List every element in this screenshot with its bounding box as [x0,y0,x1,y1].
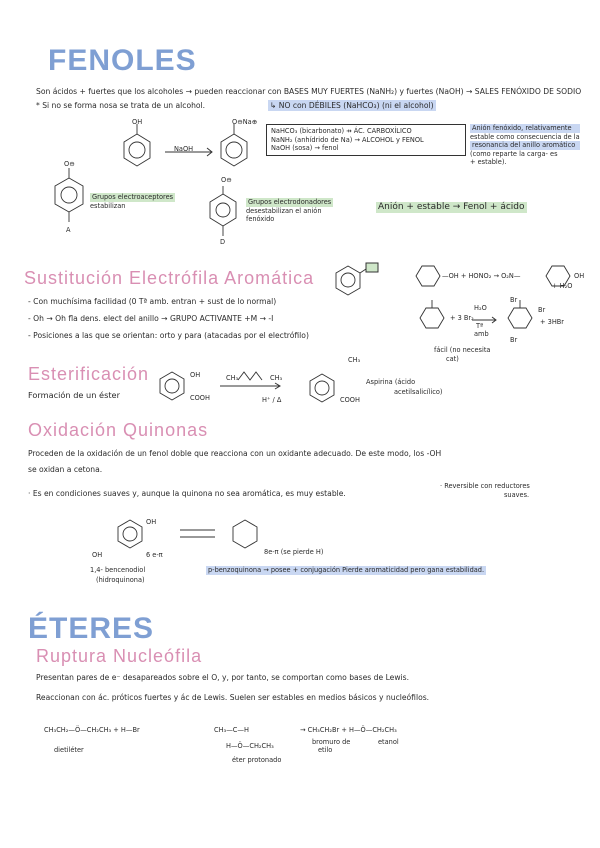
o-minus-label: O⊖ [64,160,75,168]
oxidacion-line: · Es en condiciones suaves y, aunque la quinona no sea aromática, es muy estable. [28,489,346,498]
section-title-eteres: ÉTERES [28,612,155,645]
anion-note-line: Anión fenóxido, relativamente [470,124,580,133]
anion-note-line: resonancia del anillo aromático [470,141,580,150]
cooh-label: COOH [190,394,210,402]
section-title-oxidacion: Oxidación Quinonas [28,420,209,440]
oh-label: OH [92,551,103,559]
bromination-cond: amb [474,330,489,338]
sustitucion-line: - Oh → Oh fla dens. elect del anillo → GRUPO ACTIVANTE +M → -I [28,314,274,323]
reversible-note [440,482,530,499]
nitration-water: + H₂O [552,282,573,290]
o-minus-label: O⊖ [221,176,232,184]
acceptor-atom: A [66,226,71,234]
oxidacion-line: se oxidan a cetona. [28,465,103,474]
reversible-line: suaves. [504,490,530,499]
ch3-label: CH₃ [348,356,361,364]
ch3-label: CH₃ [226,374,239,382]
product-label: etanol [378,738,399,746]
aspirin-label: acetilsalicílico) [394,388,443,396]
bromine-label: Br [510,296,518,304]
bromine-label: Br [510,336,518,344]
sustitucion-line: - Posiciones a las que se orientan: orto y para (atacadas por el electrófilo) [28,331,309,340]
phenol-orto-para-structure [326,258,376,303]
reagent-line: NaHCO₃ (bicarbonato) ⇸ ÁC. CARBOXÍLICO [271,127,412,135]
bromination-product: + 3HBr [540,318,565,326]
ch3-label: CH₃ [270,374,283,382]
ether-name: dietiléter [54,746,84,754]
quinone-label: p-benzoquinona → posee + conjugación Pierde aromaticidad pero gana estabilidad. [208,566,485,574]
protonated-ether: CH₃—C—H [214,726,249,734]
section-title-esterificacion: Esterificación [28,364,150,384]
equilibrium-note: Anión + estable → Fenol + ácido [378,202,525,212]
nitration-equation: —OH + HONO₂ → O₂N— [442,272,521,280]
donor-note [246,198,333,224]
sustitucion-line: - Con muchísima facilidad (0 Tª amb. entran + sust de lo normal) [28,297,277,306]
donor-note-line: desestabilizan el anión [246,206,322,215]
reagent-box [266,124,466,156]
reagent-line: NaOH (sosa) → fenol [271,144,339,152]
nitration-oh: OH [574,272,585,280]
oh-label: OH [190,371,201,379]
naoh-reagent: NaOH [174,145,194,153]
oh-label: OH [132,118,143,126]
product-label: etilo [318,746,333,754]
reagent-line: NaNH₂ (anhídrido de Na) → ALCOHOL y FENOL [271,135,424,144]
anion-note-line: (como reparte la carga- es [470,149,558,158]
esterification-condition: H⁺ / Δ [262,396,282,404]
eteres-line: Reaccionan con ác. próticos fuertes y ác de Lewis. Suelen ser estables en medios básicos y nucleófilos. [36,693,430,702]
donor-atom: D [220,238,226,246]
oxidacion-line: Proceden de la oxidación de un fenol doble que reacciona con un oxidante adecuado. De este modo, los -OH [28,449,442,458]
esterification-reaction [150,362,400,412]
acceptor-note [90,193,175,210]
weak-base-note: ↳ NO con DÉBILES (NaHCO₃) (ni el alcohol) [270,101,434,110]
product-label: bromuro de [312,738,351,746]
anion-note-line: + estable). [470,158,507,166]
ether-products: → CH₃CH₂Br + H—Ö—CH₂CH₃ [300,726,397,734]
acceptor-note-line: Grupos electroaceptores [92,193,174,201]
bromination-cond: H₂O [474,304,487,312]
anion-note [470,124,580,167]
acceptor-note-line: estabilizan [90,201,126,210]
reversible-line: · Reversible con reductores [440,482,530,490]
quinone-electrons: 8e-π (se pierde H) [264,548,324,556]
protonated-ether: H—Ö—CH₂CH₃ [226,742,274,750]
eteres-subtitle: Ruptura Nucleófila [36,646,203,666]
bromination-cond: Tª [476,322,484,330]
bromination-reagent: + 3 Br₂ [450,314,474,322]
page-title: FENOLES [48,44,197,77]
donor-note-line: Grupos electrodonadores [248,198,332,206]
fenoles-note: * Si no se forma nosa se trata de un alcohol. [36,101,206,110]
phenoxide-label: O⊖Na⊕ [232,118,258,126]
hydroquinone-label: 1,4- bencenodiol [90,566,146,574]
aspirin-label: Aspirina (ácido [366,378,416,386]
cooh-label: COOH [340,396,360,404]
bromination-note: cat) [446,355,459,363]
bromination-note: fácil (no necesita [434,346,491,354]
ether-reaction-left: CH₃CH₂—Ö—CH₂CH₃ + H—Br [44,726,140,734]
bromine-label: Br [538,306,546,314]
eteres-line: Presentan pares de e⁻ desapareados sobre el O, y, por tanto, se comportan como bases de Lewis. [36,673,410,682]
protonated-ether-label: éter protonado [232,756,282,764]
esterificacion-subtitle: Formación de un éster [28,390,120,400]
donor-note-line: fenóxido [246,215,275,223]
oh-label: OH [146,518,157,526]
hydroquinone-electrons: 6 e-π [146,551,163,559]
fenoles-intro: Son ácidos + fuertes que los alcoholes → pueden reaccionar con BASES MUY FUERTES (NaNH₂) y fuertes (NaOH) → SALES FENÓXIDO DE SODIO [36,87,582,96]
anion-note-line: estable como consecuencia de la [470,132,580,141]
section-title-sustitucion: Sustitución Electrófila Aromática [24,268,315,288]
hydroquinone-label: (hidroquinona) [96,576,145,584]
